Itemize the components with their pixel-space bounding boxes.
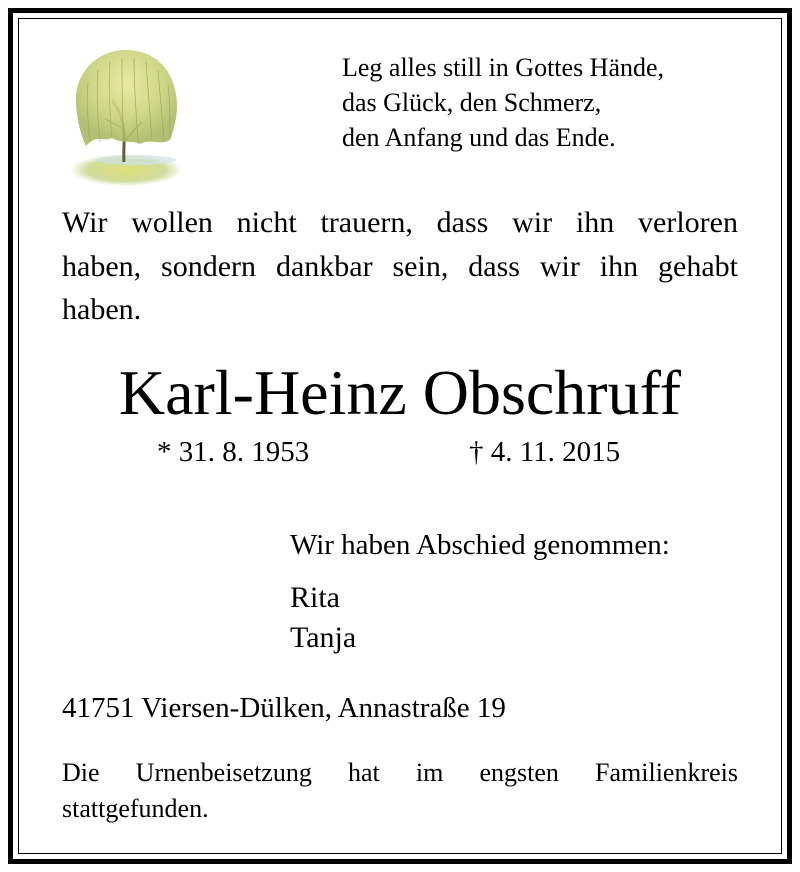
address: 41751 Viersen-Dülken, Annastraße 19 (62, 692, 506, 724)
mourner-name: Tanja (290, 621, 357, 654)
death-date: † 4. 11. 2015 (469, 436, 621, 468)
burial-line: stattgefunden. (62, 794, 209, 823)
quote-line: haben, sondern dankbar sein, dass wir ihn gehabt (62, 249, 738, 283)
birth-date: * 31. 8. 1953 (157, 436, 310, 468)
quote (62, 201, 738, 332)
willow-tree-icon (66, 42, 186, 192)
deceased-name: Karl-Heinz Obschruff (118, 357, 682, 428)
farewell-heading: Wir haben Abschied genommen: (290, 529, 670, 561)
quote-line: haben. (62, 293, 142, 326)
quote-line: Wir wollen nicht trauern, dass wir ihn verloren (62, 206, 738, 239)
burial-line: Die Urnenbeisetzung hat im engsten Familienkreis (62, 758, 738, 787)
verse-line: den Anfang und das Ende. (342, 123, 616, 152)
mourner-name: Rita (290, 581, 340, 614)
verse (342, 50, 664, 155)
burial-notice (62, 755, 738, 827)
verse-line: das Glück, den Schmerz, (342, 88, 602, 117)
verse-line: Leg alles still in Gottes Hände, (342, 53, 665, 82)
mourners-list (290, 578, 356, 658)
